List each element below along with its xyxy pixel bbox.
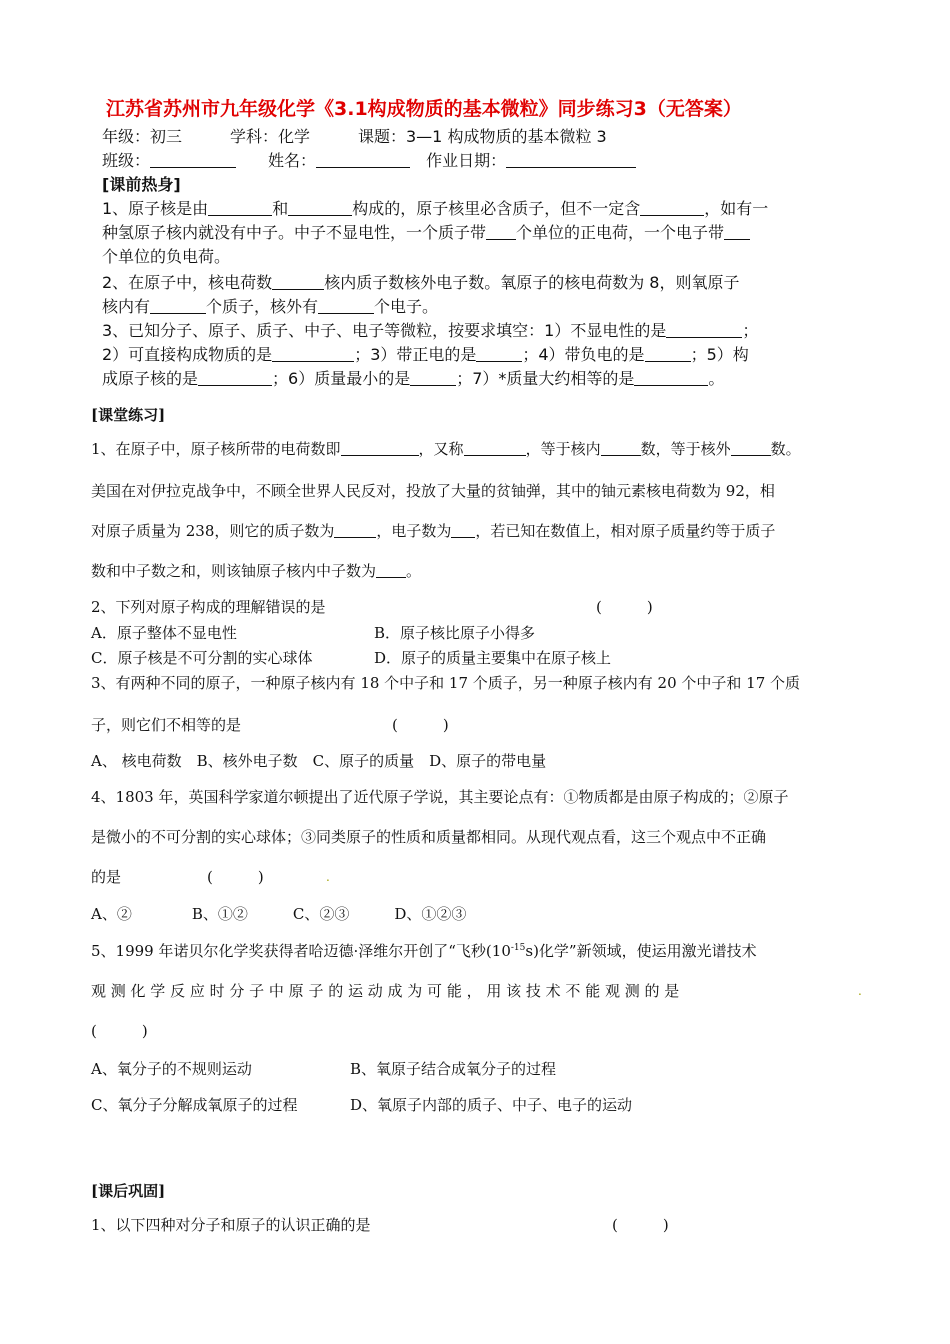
warmup-q1-line1: 1、原子核是由 和 构成的，原子核里必含质子，但不一定含 ，如有一 — [102, 199, 769, 218]
blank — [288, 199, 352, 216]
classwork-q4-line2: 是微小的不可分割的实心球体；③同类原子的性质和质量都相同。从现代观点看，这三个观点中不正确 — [91, 828, 767, 846]
classwork-q4-line3: 的是 — [91, 868, 122, 886]
blank — [476, 345, 522, 362]
blank — [645, 345, 691, 362]
blank — [198, 369, 272, 386]
classwork-heading: [课堂练习] — [91, 406, 166, 424]
blank — [150, 297, 206, 314]
warmup-q3-line3: 成原子核的是 ；6）质量最小的是 ；7）*质量大约相等的是 。 — [102, 369, 725, 388]
grade-subject-topic: 年级：初三 学科：化学 课题：3—1 构成物质的基本微粒 3 — [102, 127, 607, 146]
blank — [464, 440, 526, 456]
student-info-row — [102, 148, 636, 171]
class-label: 班级： — [102, 151, 151, 170]
classwork-q5-line2: 观 测 化 学 反 应 时 分 子 中 原 子 的 运 动 成 为 可 能 ， 用 该 技 术 不 能 观 测 的 是 — [91, 982, 680, 1000]
blank — [334, 522, 376, 538]
warmup-q1-line3: 个单位的负电荷。 — [102, 247, 231, 266]
classwork-q1-line3: 对原子质量为 238，则它的质子数为 ，电子数为 ，若已知在数值上，相对原子质量约等于质子 — [91, 522, 776, 540]
classwork-q3-line2: 子，则它们不相等的是 — [91, 716, 242, 734]
header-info — [102, 124, 607, 147]
stray-dot: . — [858, 984, 862, 998]
option-c: C、氧分子分解成氧原子的过程 — [91, 1096, 298, 1114]
blank — [318, 297, 374, 314]
answer-paren: ( ) — [91, 1022, 148, 1040]
classwork-q2: 2、下列对原子构成的理解错误的是 — [91, 598, 326, 616]
blank — [451, 522, 475, 538]
option-b: B、氧原子结合成氧分子的过程 — [350, 1060, 557, 1078]
class-blank — [150, 151, 236, 168]
blank — [731, 440, 771, 456]
answer-paren: ( ) — [612, 1216, 669, 1234]
blank — [486, 223, 516, 240]
blank — [376, 562, 406, 578]
name-blank — [316, 151, 410, 168]
warmup-q1-line2: 种氢原子核内就没有中子。中子不显电性，一个质子带 个单位的正电荷，一个电子带 — [102, 220, 750, 243]
answer-paren: ( ) — [392, 716, 449, 734]
option-a: A、氧分子的不规则运动 — [91, 1060, 252, 1078]
classwork-q3-options: A、 核电荷数 B、核外电子数 C、原子的质量 D、原子的带电量 — [91, 752, 547, 770]
option-a: A．原子整体不显电性 — [91, 624, 237, 642]
blank — [601, 440, 641, 456]
date-blank — [506, 151, 636, 168]
classwork-q4-line1: 4、1803 年，英国科学家道尔顿提出了近代原子学说，其主要论点有：①物质都是由原子构成的；②原子 — [91, 788, 789, 806]
classwork-q1-line2: 美国在对伊拉克战争中，不顾全世界人民反对，投放了大量的贫铀弹，其中的铀元素核电荷数为 92，相 — [91, 482, 775, 500]
blank — [272, 273, 324, 290]
option-d: D．原子的质量主要集中在原子核上 — [374, 649, 612, 667]
date-label: 作业日期： — [426, 151, 507, 170]
blank — [341, 440, 419, 456]
answer-paren: ( ) — [596, 598, 653, 616]
classwork-q1-line4: 数和中子数之和，则该铀原子核内中子数为 。 — [91, 562, 422, 580]
warmup-q3-line1: 3、已知分子、原子、质子、中子、电子等微粒，按要求填空：1）不显电性的是 ； — [102, 321, 759, 340]
homework-q1: 1、以下四种对分子和原子的认识正确的是 — [91, 1216, 371, 1234]
classwork-q5-line1: 5、1999 年诺贝尔化学奖获得者哈迈德·泽维尔开创了“飞秒$(10^{-15}s)$化学”新领域，使运用激光谱技术 — [91, 942, 757, 960]
blank — [272, 345, 354, 362]
blank — [634, 369, 708, 386]
option-b: B．原子核比原子小得多 — [374, 624, 536, 642]
stray-dot: . — [326, 870, 330, 884]
classwork-q3-line1: 3、有两种不同的原子，一种原子核内有 18 个中子和 17 个质子，另一种原子核内有 20 个中子和 17 个质 — [91, 674, 801, 692]
option-c: C．原子核是不可分割的实心球体 — [91, 649, 313, 667]
blank — [724, 223, 750, 240]
option-d: D、氧原子内部的质子、中子、电子的运动 — [350, 1096, 633, 1114]
classwork-q4-options: A、② B、①② C、②③ D、①②③ — [91, 905, 467, 923]
blank — [640, 199, 704, 216]
page-title: 江苏省苏州市九年级化学《3.1构成物质的基本微粒》同步练习3（无答案） — [106, 98, 742, 120]
warmup-q2-line1: 2、在原子中，核电荷数 核内质子数核外电子数。氧原子的核电荷数为 8，则氧原子 — [102, 273, 740, 292]
blank — [410, 369, 456, 386]
classwork-q1-line1: 1、在原子中，原子核所带的电荷数即 ，又称 ，等于核内 数，等于核外 数。 — [91, 440, 801, 458]
warmup-q3-line2: 2）可直接构成物质的是 ；3）带正电的是 ；4）带负电的是 ；5）构 — [102, 345, 749, 364]
blank — [208, 199, 272, 216]
warmup-heading: [课前热身] — [102, 175, 181, 194]
name-label: 姓名： — [268, 151, 317, 170]
blank — [666, 321, 742, 338]
homework-heading: [课后巩固] — [91, 1182, 166, 1200]
warmup-q2-line2: 核内有 个质子，核外有 个电子。 — [102, 297, 439, 316]
answer-paren: ( ) — [207, 868, 264, 886]
